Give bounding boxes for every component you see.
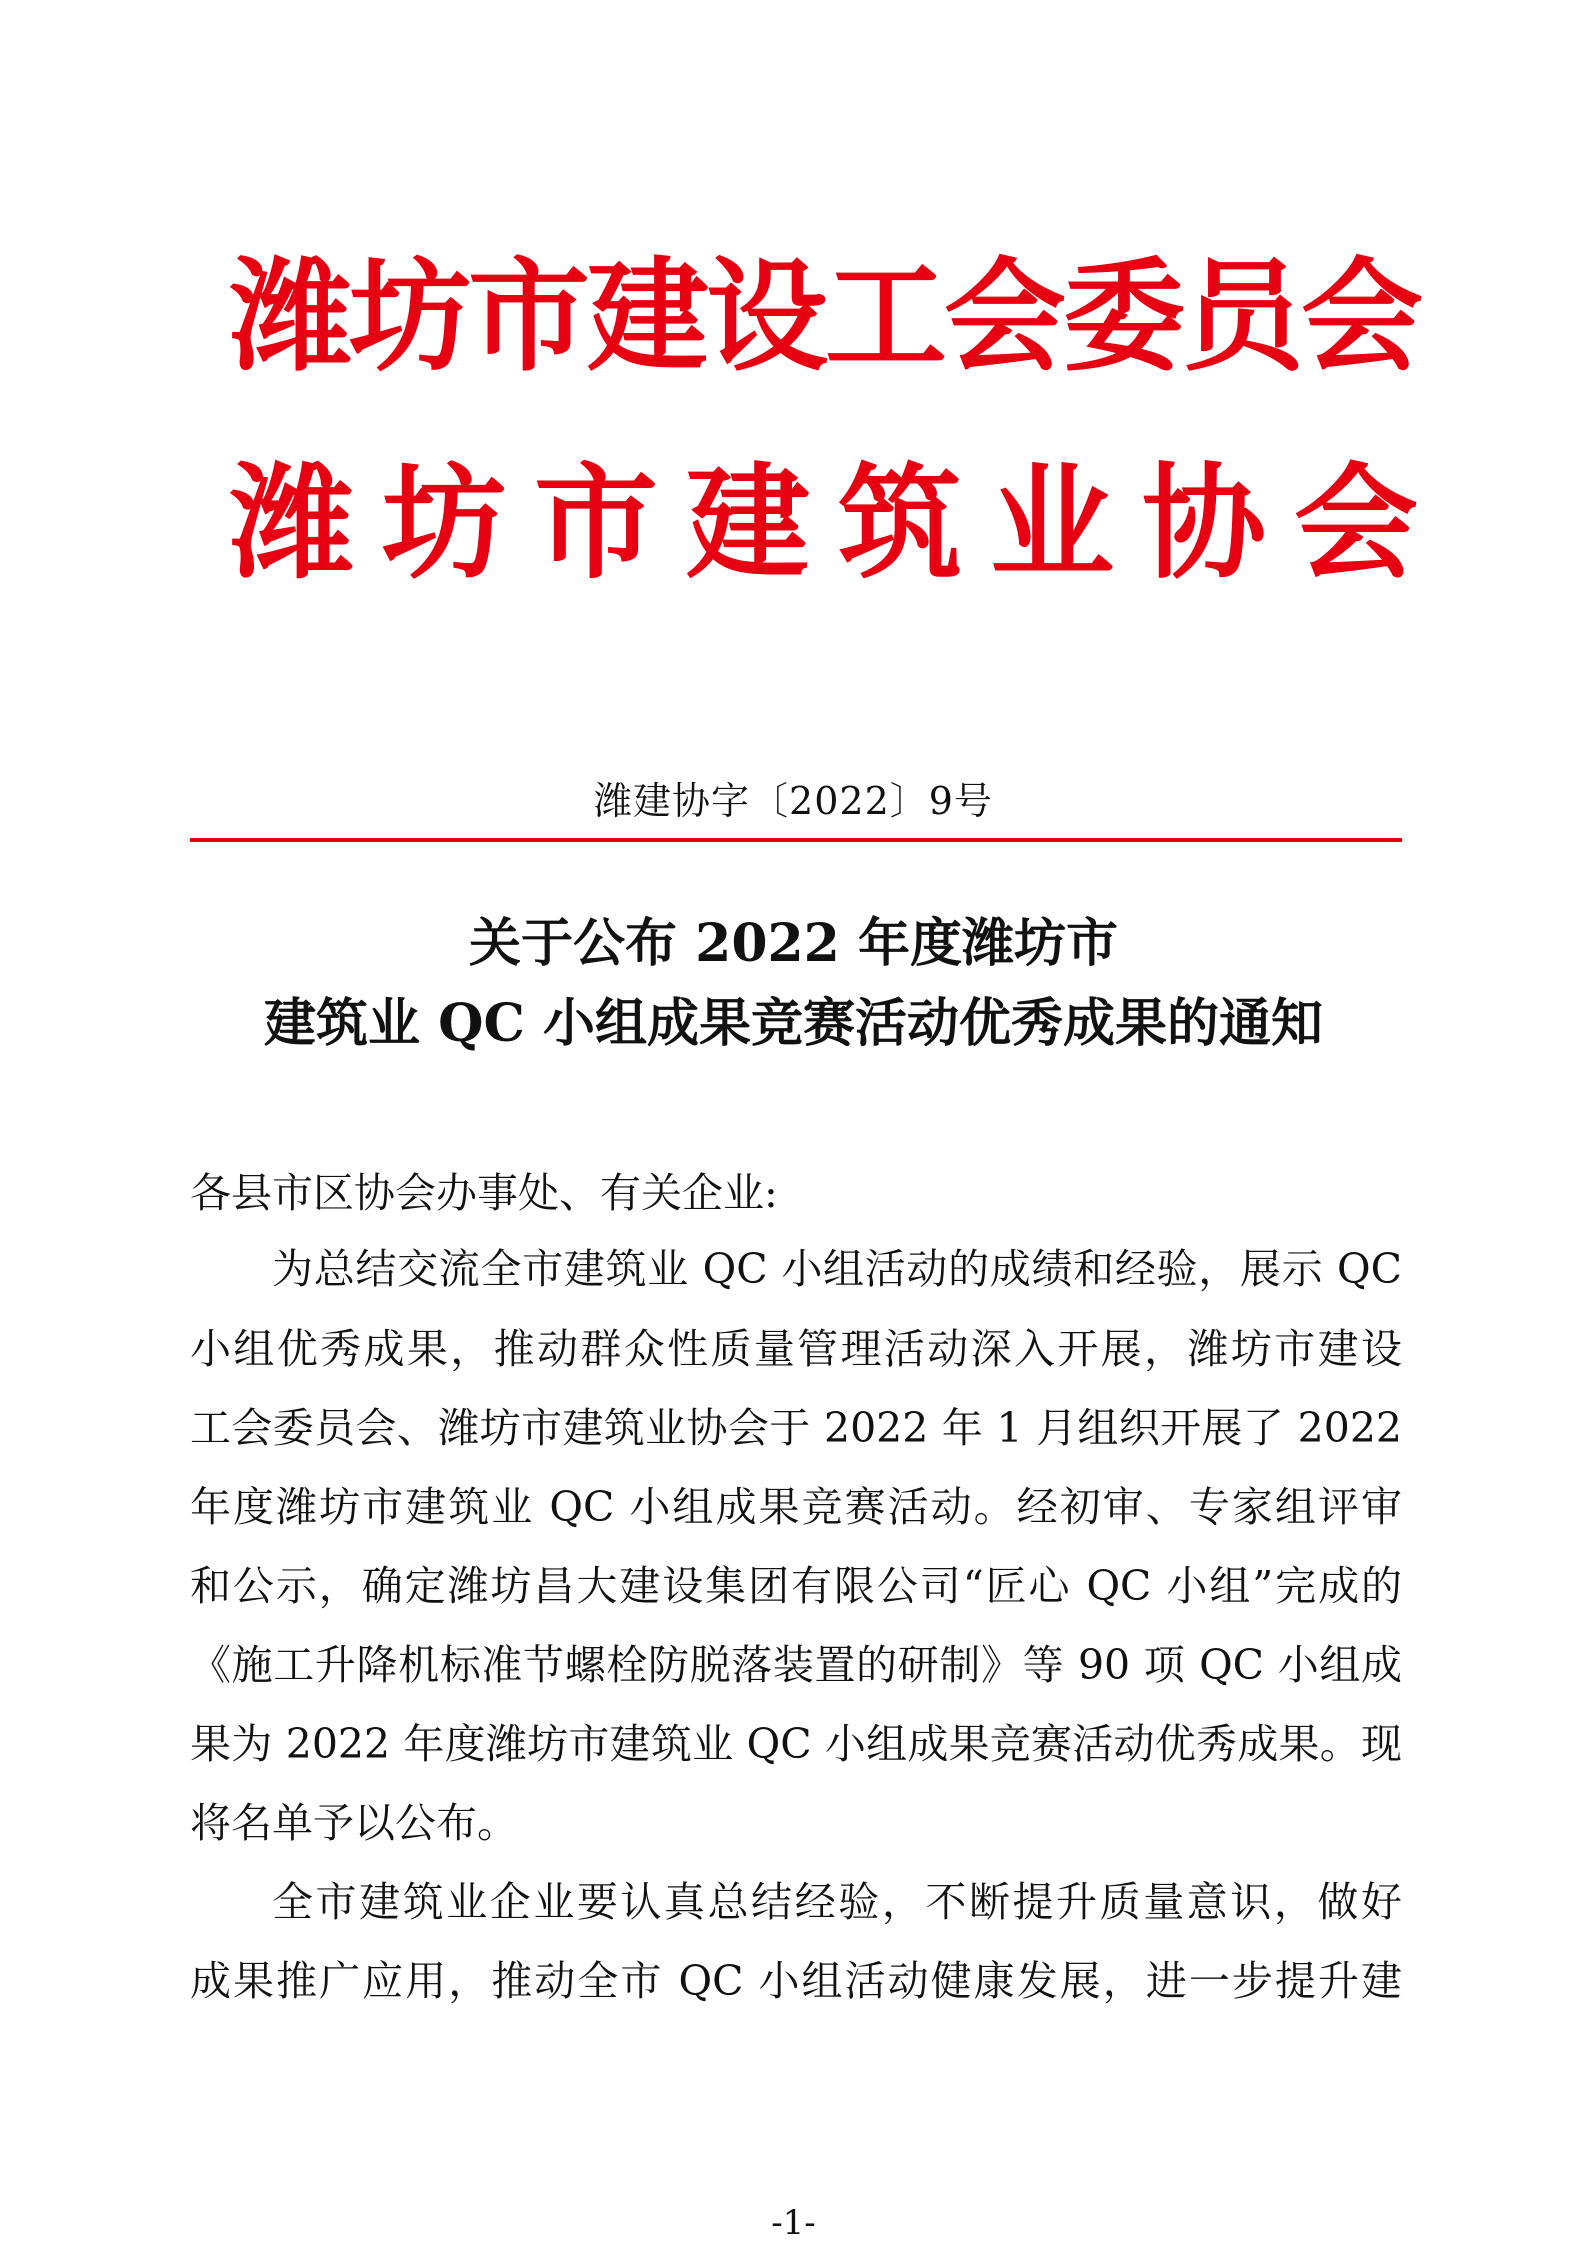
notice-title-line-2: 建筑业 QC 小组成果竞赛活动优秀成果的通知	[264, 993, 1323, 1054]
paragraph-1-line-4: 年度潍坊市建筑业 QC 小组成果竞赛活动。经初审、专家组评审	[190, 1483, 1402, 1531]
salutation: 各县市区协会办事处、有关企业:	[190, 1169, 778, 1217]
document-number: 潍建协字〔2022〕9号	[594, 779, 993, 823]
paragraph-1-line-3: 工会委员会、潍坊市建筑业协会于 2022 年 1 月组织开展了 2022	[190, 1404, 1402, 1452]
paragraph-1-line-1: 为总结交流全市建筑业 QC 小组活动的成绩和经验，展示 QC	[272, 1245, 1402, 1293]
page-number: -1-	[771, 2203, 816, 2243]
paragraph-2-line-1: 全市建筑业企业要认真总结经验，不断提升质量意识，做好	[272, 1878, 1402, 1926]
paragraph-1-line-2: 小组优秀成果，推动群众性质量管理活动深入开展，潍坊市建设	[190, 1325, 1402, 1373]
paragraph-1-line-6: 《施工升降机标准节螺栓防脱落装置的研制》等 90 项 QC 小组成	[190, 1641, 1402, 1689]
issuer-header-line-1: 潍坊市建设工会委员会	[230, 244, 1420, 388]
paragraph-1-line-7: 果为 2022 年度潍坊市建筑业 QC 小组成果竞赛活动优秀成果。现	[190, 1720, 1402, 1768]
red-divider-line	[190, 838, 1402, 842]
issuer-header-line-2: 潍坊市建筑业协会	[230, 451, 1447, 596]
paragraph-2-line-2: 成果推广应用，推动全市 QC 小组活动健康发展，进一步提升建	[190, 1957, 1402, 2005]
paragraph-1-line-8: 将名单予以公布。	[190, 1799, 518, 1847]
notice-title-line-1: 关于公布 2022 年度潍坊市	[469, 913, 1118, 974]
paragraph-1-line-5: 和公示，确定潍坊昌大建设集团有限公司“匠心 QC 小组”完成的	[190, 1562, 1402, 1610]
